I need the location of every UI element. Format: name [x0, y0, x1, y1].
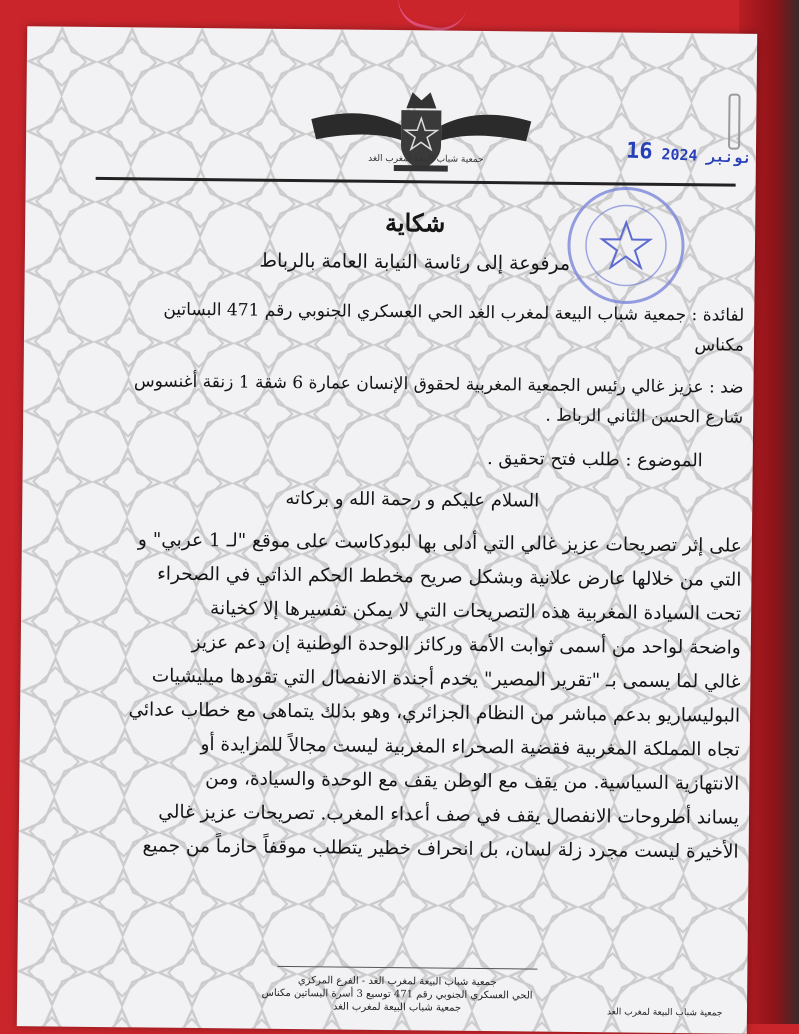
- letter-greeting: السلام عليكم و رحمة الله و بركاته: [285, 487, 540, 512]
- defendant-line: ضد : عزيز غالي رئيس الجمعية المغربية لحقوق الإنسان عمارة 6 شقة 1 زنقة أغنسوس: [133, 371, 744, 398]
- letter-body: [78, 523, 742, 870]
- footer-line: جمعية شباب البيعة لمغرب الغد - الفرع المركزي: [297, 975, 497, 989]
- body-line: غالي لما يسمى بـ "تقرير المصير" يخدم أجندة الانفصال التي تقودها ميليشيات: [151, 665, 741, 693]
- complainant-block: [84, 294, 745, 361]
- body-line: على إثر تصريحات عزيز غالي التي أدلى بها لبودكاست على موقع "لـ 1 عربي" و: [137, 529, 742, 557]
- body-line: يساند أطروحات الانفصال يقف في صف أعداء المغرب. تصريحات عزيز غالي: [158, 801, 740, 829]
- complainant-line: مكناس: [694, 335, 745, 356]
- defendant-line: شارع الحسن الثاني الرباط .: [545, 405, 744, 428]
- defendant-block: [83, 366, 744, 433]
- body-line: الأخيرة ليست مجرد زلة لسان، بل انحراف خطير يتطلب موقفاً حازماً من جميع: [142, 835, 739, 863]
- footer-line: الحي العسكري الجنوبي رقم 471 توسيع 3 أسرة البساتين مكناس: [261, 987, 533, 1002]
- letter-footer: [237, 973, 557, 1015]
- letter-subject: الموضوع : طلب فتح تحقيق .: [486, 448, 703, 472]
- complainant-line: لفائدة : جمعية شباب البيعة لمغرب الغد الحي العسكري الجنوبي رقم 471 البساتين: [163, 299, 745, 326]
- body-line: البوليساريو بدعم مباشر من النظام الجزائري، وهو بذلك يتماهى مع خطاب عدائي: [128, 699, 741, 727]
- date-stamp-month-year: نونبر 2024: [661, 145, 753, 168]
- letter-addressee: مرفوعة إلى رئاسة النيابة العامة بالرباط: [259, 249, 571, 275]
- letter-title: شكاية: [384, 207, 446, 238]
- footer-line: جمعية شباب البيعة لمغرب الغد: [332, 1001, 462, 1014]
- complaint-letter-page: [17, 26, 757, 1034]
- letter-content: [78, 187, 745, 870]
- footer-badge: جمعية شباب البيعة لمغرب الغد: [606, 1007, 723, 1019]
- body-line: تحت السيادة المغربية هذه التصريحات التي لا يمكن تفسيرها إلا كخيانة: [209, 598, 742, 625]
- header-association-name: جمعية شباب البيعة لمغرب الغد: [368, 153, 484, 165]
- body-line: التي من خلالها عارض علانية وبشكل صريح مخطط الحكم الذاتي في الصحراء: [157, 563, 742, 591]
- body-line: واضحة لواحد من أسمى ثوابت الأمة وركائز الوحدة الوطنية إن دعم عزيز: [191, 631, 741, 659]
- body-line: تجاه المملكة المغربية فقضية الصحراء المغربية ليست مجالاً للمزايدة أو: [200, 734, 740, 761]
- paper-clip: [728, 94, 741, 150]
- body-line: الانتهازية السياسية. من يقف مع الوطن يقف مع الوحدة والسيادة، ومن: [205, 768, 740, 795]
- date-stamp-day: 16: [625, 138, 654, 165]
